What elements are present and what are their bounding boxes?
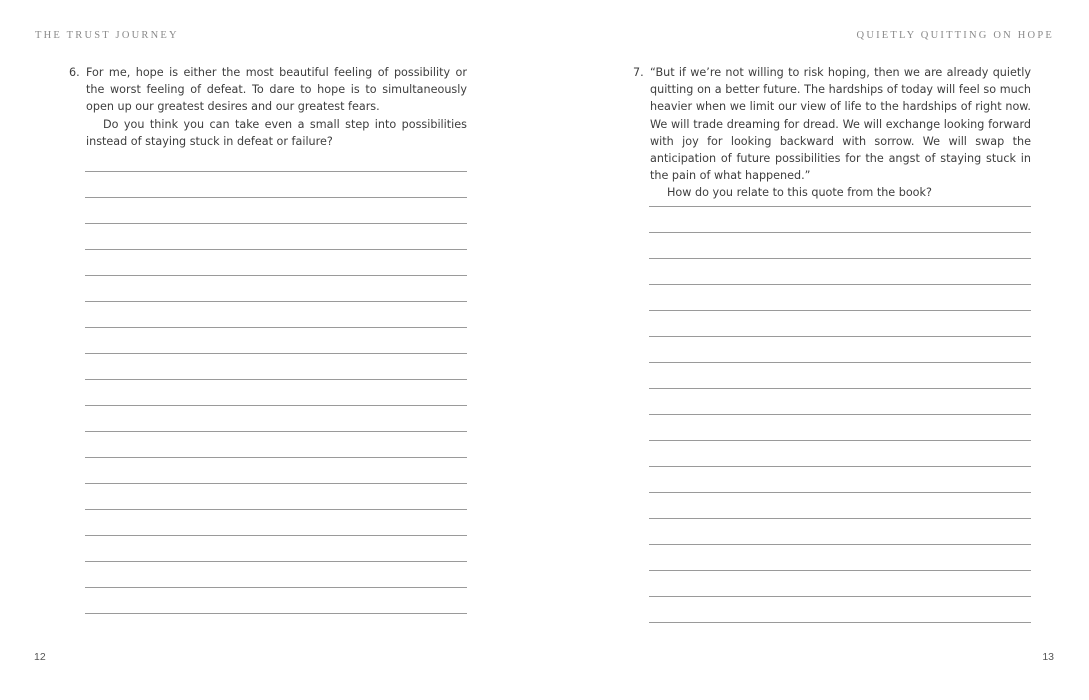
- writing-line: [85, 327, 467, 328]
- writing-line: [649, 466, 1031, 467]
- writing-line: [85, 379, 467, 380]
- prompt-paragraph: For me, hope is either the most beautiful feeling of possibility or the worst feeling of defeat. To dare to hope is to simultaneously open up our greatest desires and our greatest fears.: [86, 66, 467, 114]
- writing-line: [649, 206, 1031, 207]
- writing-line: [85, 483, 467, 484]
- writing-line: [85, 509, 467, 510]
- writing-line: [85, 275, 467, 276]
- writing-line: [649, 258, 1031, 259]
- writing-line: [649, 518, 1031, 519]
- writing-line: [649, 284, 1031, 285]
- prompt-question: Do you think you can take even a small step into possibilities instead of staying stuck in defeat or failure?: [86, 117, 467, 148]
- writing-line: [85, 171, 467, 172]
- prompt-number: 7.: [633, 66, 644, 79]
- writing-line: [649, 544, 1031, 545]
- writing-line: [649, 232, 1031, 233]
- writing-line: [649, 310, 1031, 311]
- writing-lines-left: [85, 171, 467, 639]
- prompt-7: [633, 64, 1031, 202]
- writing-line: [85, 535, 467, 536]
- prompt-number: 6.: [69, 66, 80, 79]
- writing-line: [649, 622, 1031, 623]
- prompt-quote: “But if we’re not willing to risk hoping, then we are already quietly quitting on a better future. The hardships of today will feel so much heavier when we limit our view of life to the hardships of right now. We will trade dreaming for dread. We will exchange looking forward with joy for looking backward with sorrow. We will swap the anticipation of future possibilities for the angst of staying stuck in the pain of what happened.”: [650, 66, 1031, 183]
- writing-line: [649, 492, 1031, 493]
- running-head-right: QUIETLY QUITTING ON HOPE: [856, 30, 1054, 41]
- writing-line: [85, 561, 467, 562]
- writing-line: [85, 587, 467, 588]
- writing-line: [85, 223, 467, 224]
- writing-line: [649, 570, 1031, 571]
- writing-line: [85, 613, 467, 614]
- page-number-right: 13: [1042, 651, 1054, 663]
- writing-line: [85, 249, 467, 250]
- prompt-6: [69, 64, 467, 150]
- writing-line: [85, 457, 467, 458]
- writing-line: [85, 353, 467, 354]
- writing-line: [649, 336, 1031, 337]
- running-head-left: THE TRUST JOURNEY: [35, 30, 179, 41]
- writing-line: [649, 362, 1031, 363]
- writing-line: [85, 301, 467, 302]
- writing-line: [649, 596, 1031, 597]
- writing-line: [85, 197, 467, 198]
- writing-line: [85, 405, 467, 406]
- writing-line: [649, 440, 1031, 441]
- writing-line: [649, 388, 1031, 389]
- writing-line: [85, 431, 467, 432]
- page-number-left: 12: [34, 651, 46, 663]
- prompt-question: How do you relate to this quote from the book?: [667, 186, 932, 200]
- writing-lines-right: [649, 206, 1031, 648]
- writing-line: [649, 414, 1031, 415]
